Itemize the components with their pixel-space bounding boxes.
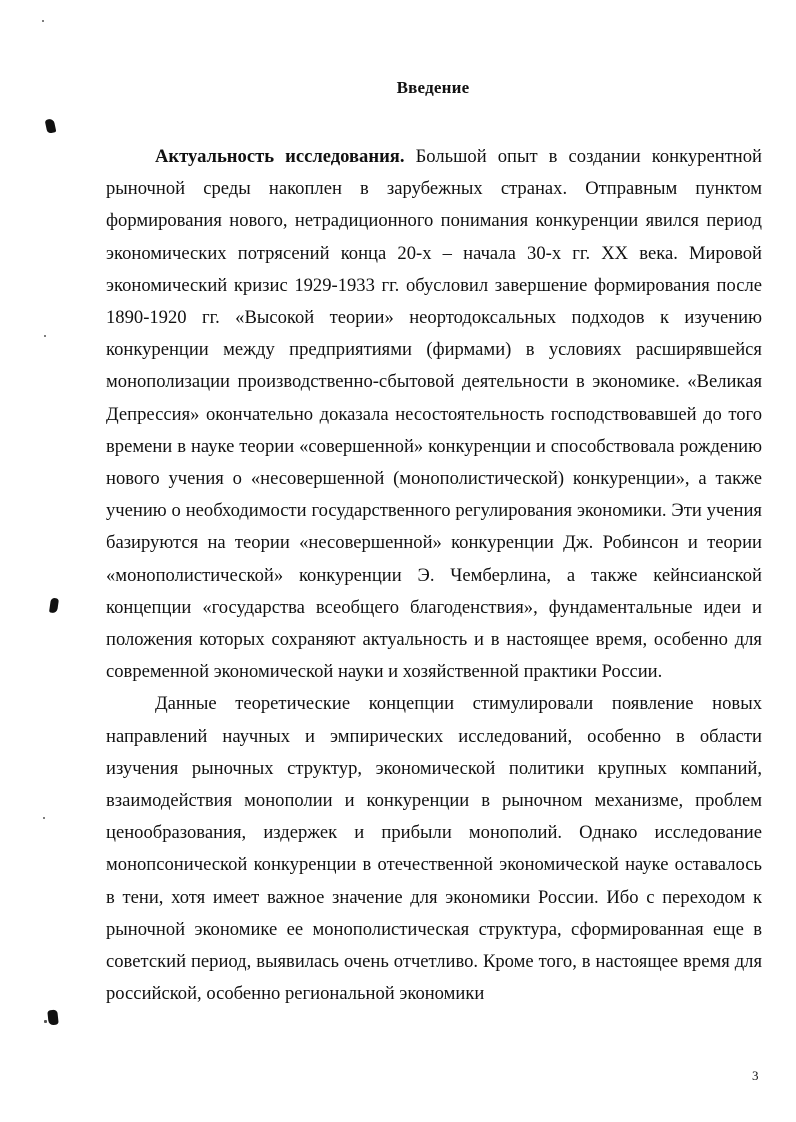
page-number: 3 [752, 1068, 759, 1083]
paragraph-lead: Актуальность исследования. [155, 146, 405, 167]
punch-hole-mark [47, 1010, 59, 1026]
scan-speck [43, 817, 45, 819]
punch-hole-mark [45, 118, 57, 134]
section-heading: Введение [396, 78, 470, 97]
paragraph-concepts [106, 688, 762, 1010]
scan-speck [44, 335, 46, 337]
paragraph-text: Большой опыт в создании конкурентной рыночной среды накоплен в зарубежных странах. Отправным пунктом формирования нового, нетрадиционного понимания конкуренции явился период экономических потрясений конца 20-х – начала 30-х гг. XX века. Мировой экономический кризис 1929-1933 гг. обусловил завершение формирования после 1890-1920 гг. «Высокой теории» неортодоксальных подходов к изучению конкуренции между предприятиями (фирмами) в условиях расширявшейся монополизации производственно-сбытовой деятельности в экономике. «Великая Депрессия» окончательно доказала несостоятельность господствовавшей до того времени в науке теории «совершенной» конкуренции и способствовала рождению нового учения о «несовершенной (монополистической) конкуренции», а также учению о необходимости государственного регулирования экономики. Эти учения базируются на теории «несовершенной» конкуренции Дж. Робинсон и теории «монополистической» конкуренции Э. Чемберлина, а также кейнсианской концепции «государства всеобщего благоденствия», фундаментальные идеи и положения которых сохраняют актуальность и в настоящее время, особенно для современной экономической науки и хозяйственной практики России. [106, 146, 762, 683]
paragraph-relevance [106, 141, 762, 688]
body-text [106, 141, 762, 1010]
scan-speck [42, 20, 44, 22]
scan-speck [44, 1020, 47, 1023]
punch-hole-mark [49, 598, 59, 614]
paragraph-text: Данные теоретические концепции стимулировали появление новых направлений научных и эмпирических исследований, особенно в области изучения рыночных структур, экономической политики крупных компаний, взаимодействия монополии и конкуренции в рыночном механизме, проблем ценообразования, издержек и прибыли монополий. Однако исследование монопсонической конкуренции в отечественной экономической науке оставалось в тени, хотя имеет важное значение для экономики России. Ибо с переходом к рыночной экономике ее монополистическая структура, сформированная еще в советский период, выявилась очень отчетливо. Кроме того, в настоящее время для российской, особенно региональной экономики [106, 693, 762, 1005]
